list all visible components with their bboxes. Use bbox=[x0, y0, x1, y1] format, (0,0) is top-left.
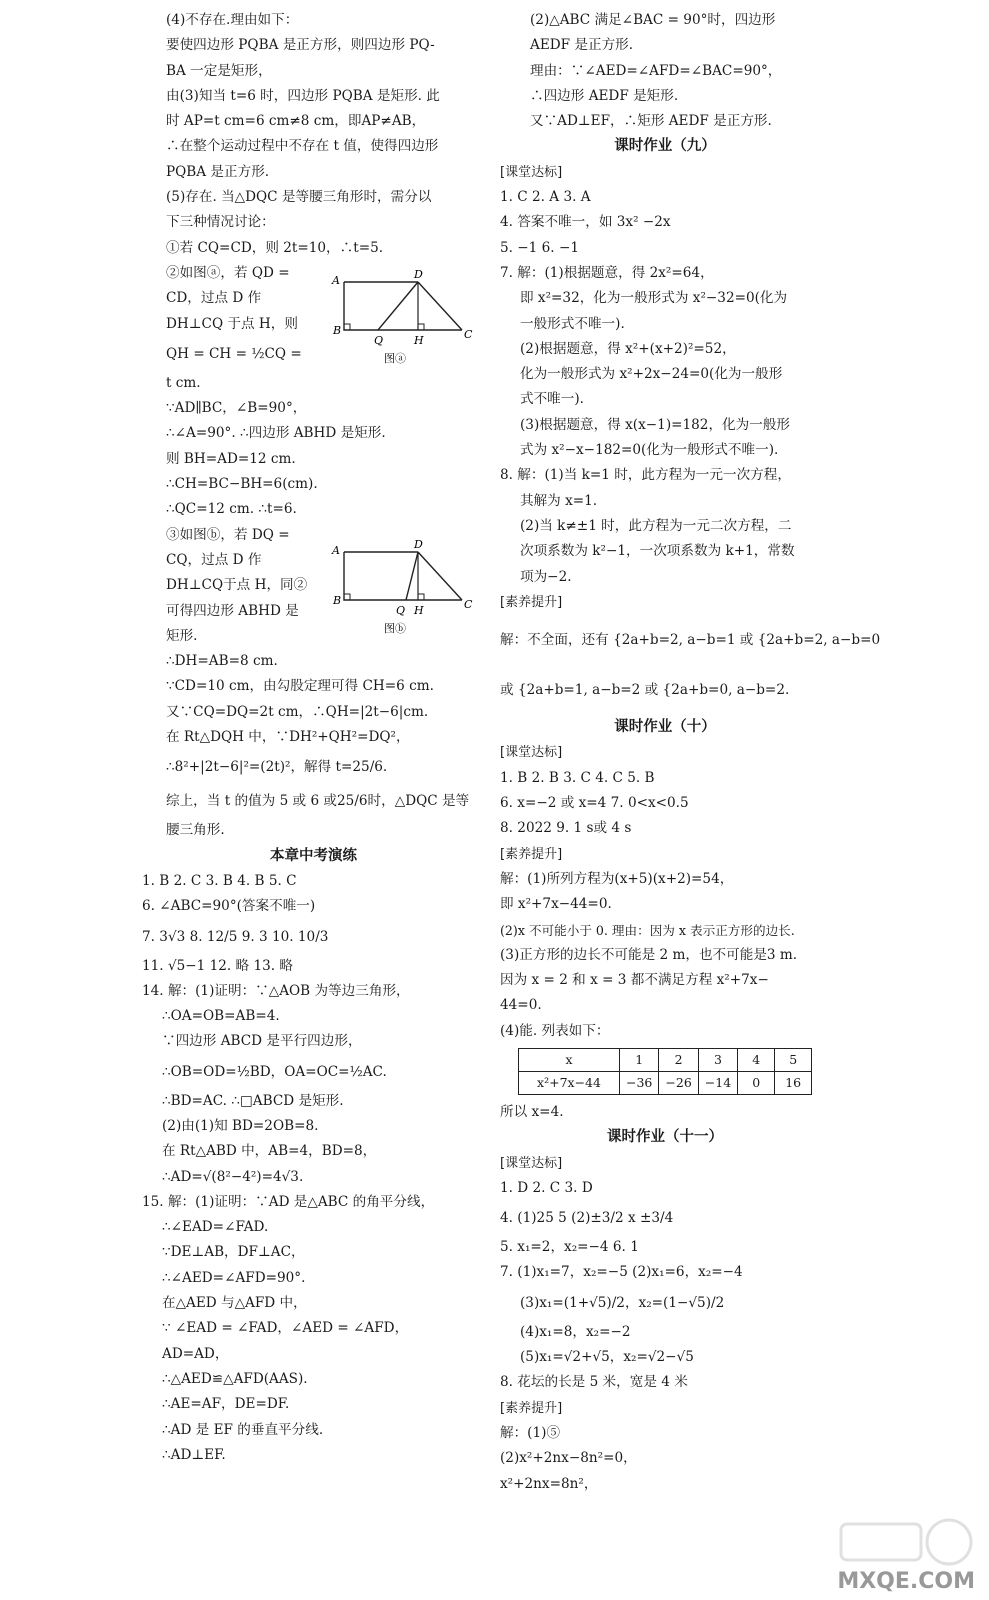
table-cell: 4 bbox=[738, 1048, 775, 1071]
label-b: B bbox=[333, 324, 342, 337]
label-h: H bbox=[414, 604, 424, 617]
text-line: [课堂达标] bbox=[500, 164, 563, 180]
figure-caption: 图ⓑ bbox=[384, 622, 406, 635]
text-line: QH = CH = ½CQ = bbox=[166, 345, 302, 362]
text-line: 8. 解：(1)当 k=1 时，此方程为一元一次方程， bbox=[500, 467, 791, 484]
text-line: 1. D 2. C 3. D bbox=[500, 1179, 593, 1196]
text-line: ∵ ∠EAD = ∠FAD，∠AED = ∠AFD， bbox=[162, 1320, 409, 1337]
text-line: (3)正方形的边长不可能是 2 m，也不可能是3 m. bbox=[500, 946, 798, 963]
label-d: D bbox=[414, 538, 423, 551]
text-line: (4)能. 列表如下： bbox=[500, 1022, 610, 1039]
text-line: PQBA 是正方形. bbox=[166, 163, 270, 180]
text-line: DH⊥CQ于点 H，同② bbox=[166, 577, 308, 594]
text-line: [课堂达标] bbox=[500, 745, 563, 761]
text-line: 式不唯一). bbox=[520, 391, 584, 408]
label-q: Q bbox=[374, 334, 384, 347]
text-line: ∴OB=OD=½BD，OA=OC=½AC. bbox=[162, 1063, 387, 1080]
label-h: H bbox=[414, 334, 424, 347]
text-line: 在△AED 与△AFD 中， bbox=[162, 1295, 307, 1312]
text-line: 又∵AD⊥EF，∴矩形 AEDF 是正方形. bbox=[530, 113, 772, 130]
text-line: ∵AD∥BC，∠B=90°， bbox=[166, 400, 307, 417]
text-line: x²+2nx=8n²， bbox=[500, 1475, 598, 1492]
text-line: 6. x=−2 或 x=4 7. 0<x<0.5 bbox=[500, 795, 689, 812]
text-line: 腰三角形. bbox=[166, 822, 225, 839]
text-line: ②如图ⓐ，若 QD = bbox=[166, 264, 290, 281]
text-line: ∴QC=12 cm. ∴t=6. bbox=[166, 501, 297, 518]
text-line: 15. 解：(1)证明：∵AD 是△ABC 的角平分线， bbox=[142, 1193, 435, 1210]
label-d: D bbox=[414, 268, 423, 281]
text-line: (5)x₁=√2+√5，x₂=√2−√5 bbox=[520, 1349, 694, 1366]
label-b: B bbox=[333, 594, 342, 607]
text-line: 1. B 2. B 3. C 4. C 5. B bbox=[500, 769, 655, 786]
text-line: 即 x²=32，化为一般形式为 x²−32=0(化为 bbox=[520, 290, 788, 307]
text-line: ∵CD=10 cm，由勾股定理可得 CH=6 cm. bbox=[166, 678, 434, 695]
value-table bbox=[518, 1048, 812, 1095]
text-line: 所以 x=4. bbox=[500, 1103, 564, 1120]
text-line: ∴∠AED=∠AFD=90°. bbox=[162, 1269, 306, 1286]
text-line: 次项系数为 k²−1，一次项系数为 k+1，常数 bbox=[520, 543, 795, 560]
text-line: 在 Rt△ABD 中，AB=4，BD=8， bbox=[162, 1143, 377, 1160]
table-cell: −14 bbox=[698, 1071, 737, 1094]
text-line: ∴在整个运动过程中不存在 t 值，使得四边形 bbox=[166, 138, 439, 155]
text-line: ∴∠A=90°. ∴四边形 ABHD 是矩形. bbox=[166, 425, 386, 442]
text-line: (2)当 k≠±1 时，此方程为一元二次方程，二 bbox=[520, 517, 792, 534]
text-line: 即 x²+7x−44=0. bbox=[500, 896, 612, 913]
text-line: 可得四边形 ABHD 是 bbox=[166, 602, 299, 619]
text-line: ∴OA=OB=AB=4. bbox=[162, 1008, 280, 1025]
text-line: CQ，过点 D 作 bbox=[166, 551, 262, 568]
text-line: 又∵CQ=DQ=2t cm，∴QH=|2t−6|cm. bbox=[166, 703, 429, 720]
label-q: Q bbox=[396, 604, 406, 617]
text-line: CD，过点 D 作 bbox=[166, 290, 262, 307]
text-line: (2)△ABC 满足∠BAC = 90°时，四边形 bbox=[530, 12, 776, 28]
text-line: 下三种情况讨论： bbox=[166, 214, 275, 231]
figure-a bbox=[330, 266, 480, 370]
table-cell: 2 bbox=[659, 1048, 698, 1071]
text-line: 4. 答案不唯一，如 3x² −2x bbox=[500, 214, 671, 231]
label-c: C bbox=[464, 328, 473, 341]
text-line: 5. −1 6. −1 bbox=[500, 239, 579, 256]
text-line: 1. C 2. A 3. A bbox=[500, 189, 591, 206]
figure-caption: 图ⓐ bbox=[384, 352, 406, 365]
text-line: AD=AD， bbox=[162, 1345, 229, 1362]
text-line: (3)x₁=(1+√5)/2，x₂=(1−√5)/2 bbox=[520, 1294, 725, 1311]
text-line: 7. (1)x₁=7，x₂=−5 (2)x₁=6，x₂=−4 bbox=[500, 1264, 743, 1281]
text-line: ∴DH=AB=8 cm. bbox=[166, 653, 278, 670]
label-c: C bbox=[464, 598, 473, 611]
table-cell: 16 bbox=[775, 1071, 812, 1094]
text-line: 理由：∵∠AED=∠AFD=∠BAC=90°， bbox=[530, 62, 782, 79]
section-heading: 课时作业（九） bbox=[614, 138, 716, 155]
text-line: 其解为 x=1. bbox=[520, 492, 598, 509]
table-cell: x bbox=[519, 1048, 620, 1071]
text-line: (4)x₁=8，x₂=−2 bbox=[520, 1323, 631, 1340]
text-line: 7. 3√3 8. 12/5 9. 3 10. 10/3 bbox=[142, 928, 329, 945]
text-line: 44=0. bbox=[500, 997, 542, 1014]
table-row bbox=[519, 1071, 812, 1094]
text-line: 解：(1)⑤ bbox=[500, 1424, 561, 1441]
section-heading: 课时作业（十一） bbox=[607, 1129, 723, 1146]
label-a: A bbox=[332, 544, 340, 557]
text-line: [素养提升] bbox=[500, 1400, 563, 1416]
text-line: 在 Rt△DQH 中，∵DH²+QH²=DQ²， bbox=[166, 729, 410, 746]
text-line: ∴∠EAD=∠FAD. bbox=[162, 1219, 269, 1236]
text-line: 7. 解：(1)根据题意，得 2x²=64， bbox=[500, 264, 714, 281]
text-line: 由(3)知当 t=6 时，四边形 PQBA 是矩形. 此 bbox=[166, 87, 440, 104]
text-line: 一般形式不唯一). bbox=[520, 315, 625, 332]
table-cell: 1 bbox=[620, 1048, 659, 1071]
watermark-text: MXQE.COM bbox=[837, 1569, 975, 1594]
text-line: 4. (1)25 5 (2)±3/2 x ±3/4 bbox=[500, 1210, 674, 1227]
table-cell: −26 bbox=[659, 1071, 698, 1094]
text-line: 式为 x²−x−182=0(化为一般形式不唯一). bbox=[520, 442, 779, 459]
text-line: BA 一定是矩形， bbox=[166, 62, 272, 79]
text-line: (2)根据题意，得 x²+(x+2)²=52， bbox=[520, 340, 736, 357]
text-line: [课堂达标] bbox=[500, 1155, 563, 1171]
label-a: A bbox=[332, 274, 340, 287]
text-line: 解：不全面，还有 {2a+b=2, a−b=1 或 {2a+b=2, a−b=0 bbox=[500, 632, 881, 649]
text-line: (3)根据题意，得 x(x−1)=182，化为一般形 bbox=[520, 416, 791, 433]
text-line: ∴BD=AC. ∴□ABCD 是矩形. bbox=[162, 1092, 344, 1109]
text-line: ∴CH=BC−BH=6(cm). bbox=[166, 476, 318, 493]
text-line: 5. x₁=2，x₂=−4 6. 1 bbox=[500, 1239, 639, 1256]
text-line: 要使四边形 PQBA 是正方形，则四边形 PQ- bbox=[166, 37, 435, 54]
figure-b bbox=[330, 536, 480, 640]
text-line: [素养提升] bbox=[500, 846, 563, 862]
text-line: (4)不存在.理由如下： bbox=[166, 12, 299, 28]
text-line: ∴AD⊥EF. bbox=[162, 1446, 226, 1463]
text-line: ∴AD 是 EF 的垂直平分线. bbox=[162, 1421, 324, 1438]
text-line: (2)x²+2nx−8n²=0， bbox=[500, 1450, 637, 1467]
text-line: (2)x 不可能小于 0. 理由：因为 x 表示正方形的边长. bbox=[500, 922, 795, 938]
text-line: 或 {2a+b=1, a−b=2 或 {2a+b=0, a−b=2. bbox=[500, 682, 790, 699]
table-row bbox=[519, 1048, 812, 1071]
left-column bbox=[142, 8, 481, 1468]
text-line: (5)存在. 当△DQC 是等腰三角形时，需分以 bbox=[166, 189, 432, 206]
text-line: AEDF 是正方形. bbox=[530, 37, 634, 54]
right-column bbox=[500, 8, 881, 1497]
text-line: ∴AE=AF，DE=DF. bbox=[162, 1396, 290, 1413]
table-cell: 5 bbox=[775, 1048, 812, 1071]
text-line: ①若 CQ=CD，则 2t=10，∴t=5. bbox=[166, 239, 384, 256]
text-line: 综上，当 t 的值为 5 或 6 或25/6时，△DQC 是等 bbox=[166, 793, 470, 810]
table-cell: x²+7x−44 bbox=[519, 1071, 620, 1094]
text-line: DH⊥CQ 于点 H，则 bbox=[166, 315, 298, 332]
table-cell: 0 bbox=[738, 1071, 775, 1094]
text-line: 时 AP=t cm=6 cm≠8 cm，即AP≠AB， bbox=[166, 113, 426, 130]
text-line: [素养提升] bbox=[500, 594, 563, 610]
section-heading: 课时作业（十） bbox=[614, 719, 716, 736]
table-cell: −36 bbox=[620, 1071, 659, 1094]
text-line: 8. 2022 9. 1 s或 4 s bbox=[500, 820, 632, 837]
text-line: 1. B 2. C 3. B 4. B 5. C bbox=[142, 872, 297, 889]
text-line: 项为−2. bbox=[520, 568, 572, 585]
text-line: 8. 花坛的长是 5 米，宽是 4 米 bbox=[500, 1374, 688, 1391]
text-line: 解：(1)所列方程为(x+5)(x+2)=54， bbox=[500, 870, 734, 887]
text-line: (2)由(1)知 BD=2OB=8. bbox=[162, 1117, 319, 1134]
text-line: ∵DE⊥AB，DF⊥AC， bbox=[162, 1244, 305, 1261]
text-line: 11. √5−1 12. 略 13. 略 bbox=[142, 957, 293, 974]
section-heading: 本章中考演练 bbox=[270, 847, 357, 864]
text-line: 14. 解：(1)证明：∵△AOB 为等边三角形， bbox=[142, 982, 410, 999]
text-line: ∴AD=√(8²−4²)=4√3. bbox=[162, 1168, 304, 1185]
text-line: ∴8²+|2t−6|²=(2t)²，解得 t=25/6. bbox=[166, 759, 388, 776]
text-line: ∴四边形 AEDF 是矩形. bbox=[530, 87, 679, 104]
text-line: t cm. bbox=[166, 374, 201, 391]
text-line: 因为 x = 2 和 x = 3 都不满足方程 x²+7x− bbox=[500, 972, 769, 989]
text-line: 6. ∠ABC=90°(答案不唯一) bbox=[142, 898, 316, 915]
table-cell: 3 bbox=[698, 1048, 737, 1071]
text-line: ③如图ⓑ，若 DQ = bbox=[166, 526, 290, 543]
text-line: ∵四边形 ABCD 是平行四边形， bbox=[162, 1033, 362, 1050]
text-line: 则 BH=AD=12 cm. bbox=[166, 450, 296, 467]
text-line: 矩形. bbox=[166, 627, 198, 644]
text-line: ∴△AED≌△AFD(AAS). bbox=[162, 1370, 308, 1387]
text-line: 化为一般形式为 x²+2x−24=0(化为一般形 bbox=[520, 366, 783, 383]
